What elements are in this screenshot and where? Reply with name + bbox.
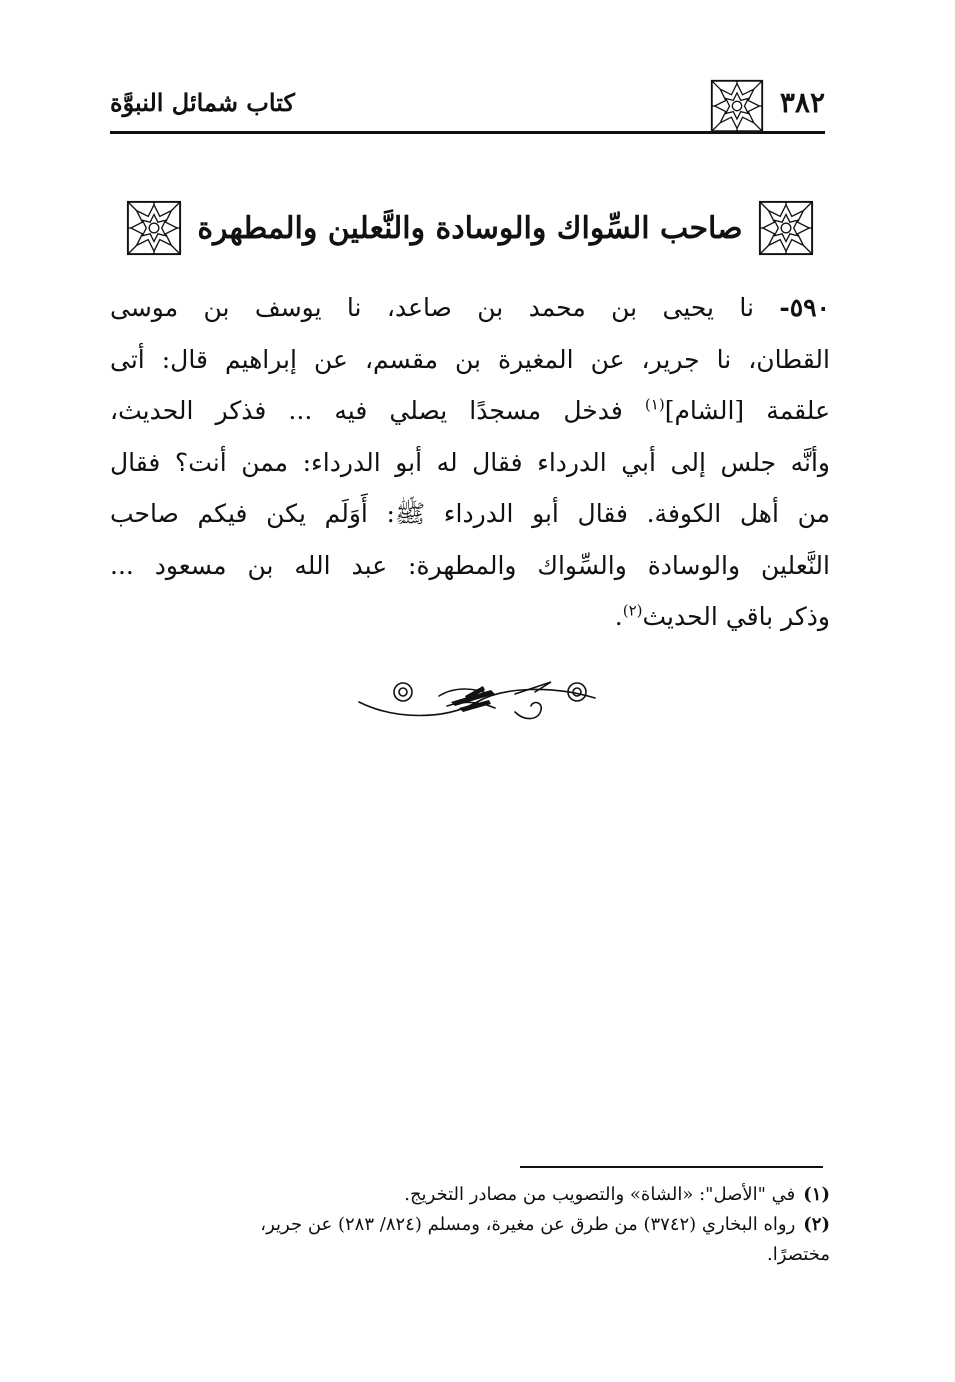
footnote-text: رواه البخاري (٣٧٤٢) من طرق عن مغيرة، ومسلم (٨٢٤/ ٢٨٣) عن جرير، bbox=[260, 1214, 796, 1235]
hadith-number: ٥٩٠- bbox=[779, 293, 830, 322]
book-title: كتاب شمائل النبوَّة bbox=[110, 88, 295, 117]
footnote-continuation: مختصرًا. bbox=[767, 1244, 830, 1265]
paragraph-line: النَّعلين والوسادة والسِّواك والمطهرة: عبد الله بن مسعود ... bbox=[110, 550, 830, 580]
paragraph-line: من أهل الكوفة. فقال أبو الدرداء ﷺ: أَوَلَم يكن فيكم صاحب bbox=[110, 499, 830, 528]
star-lattice-ornament-icon bbox=[709, 78, 765, 134]
paragraph-line: القطان، نا جرير، عن المغيرة بن مقسم، عن إبراهيم قال: أتى bbox=[110, 344, 830, 374]
footnote-item bbox=[110, 1180, 830, 1210]
floral-divider-ornament-icon bbox=[355, 672, 600, 728]
chapter-heading bbox=[150, 188, 790, 268]
header-rule bbox=[110, 131, 825, 134]
footnotes bbox=[110, 1180, 830, 1270]
footnote-reference[interactable]: (١) bbox=[644, 395, 665, 414]
star-lattice-ornament-icon bbox=[757, 199, 815, 257]
paragraph-line: ٥٩٠- نا يحيى بن محمد بن صاعد، نا يوسف بن موسى bbox=[110, 293, 830, 322]
footnote-text: في "الأصل": «الشاة» والتصويب من مصادر التخريج. bbox=[404, 1184, 796, 1205]
footnote-separator bbox=[520, 1166, 823, 1168]
paragraph-line: وأنَّه جلس إلى أبي الدرداء فقال له أبو الدرداء: ممن أنت؟ فقال bbox=[110, 447, 830, 477]
hadith-paragraph bbox=[110, 282, 830, 643]
paragraph-line: وذكر باقي الحديث$^{(٢)}$. bbox=[614, 601, 830, 631]
running-header bbox=[110, 78, 825, 134]
footnote-item bbox=[110, 1210, 830, 1240]
chapter-title: صاحب السِّواك والوسادة والنَّعلين والمطهرة bbox=[197, 210, 743, 246]
footnote-marker: (١) bbox=[803, 1184, 830, 1205]
star-lattice-ornament-icon bbox=[125, 199, 183, 257]
page-number: ٣٨٢ bbox=[779, 86, 825, 119]
footnote-reference[interactable]: (٢) bbox=[622, 601, 643, 620]
footnote-marker: (٢) bbox=[803, 1214, 830, 1235]
paragraph-line: علقمة [الشام]$^{(١)}$ فدخل مسجدًا يصلي فيه ... فذكر الحديث، bbox=[110, 395, 830, 425]
